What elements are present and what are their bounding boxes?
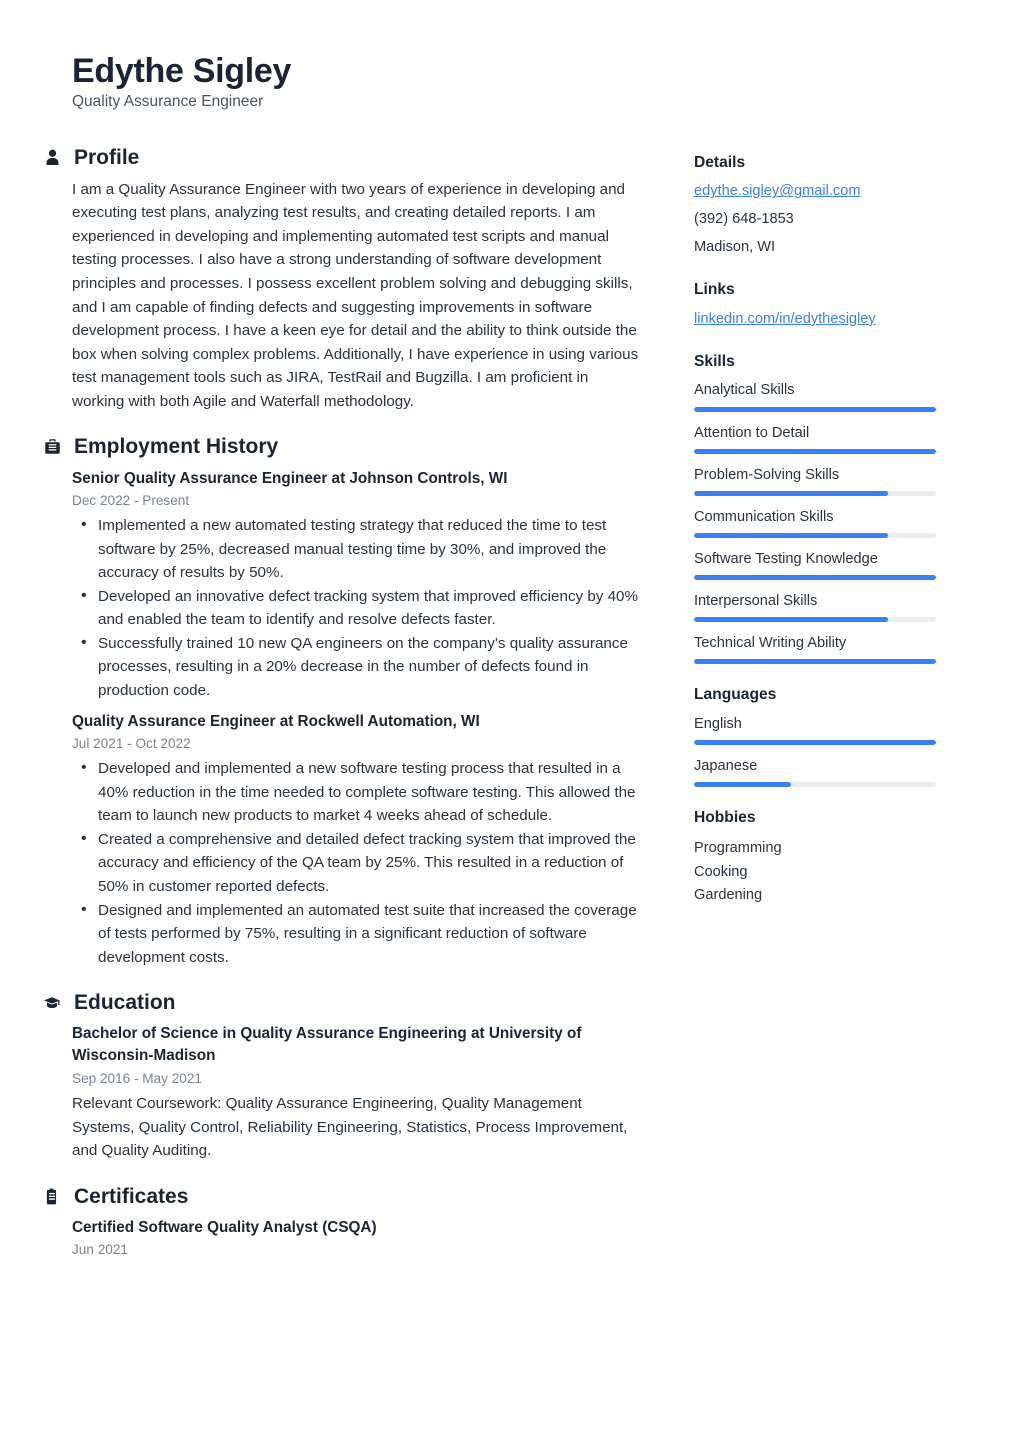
skill-row	[694, 633, 937, 664]
section-profile	[72, 146, 642, 414]
education-entry-date: Sep 2016 - May 2021	[72, 1070, 202, 1086]
list-item: • Developed and implemented a new software testing process that resulted in a 40% reduction in the time needed to complete software testing. This allowed the team to launch new products to market 4 weeks ahead of schedule.	[72, 757, 642, 828]
skill-label: Software Testing Knowledge	[694, 550, 878, 567]
skill-bar-track	[694, 659, 936, 664]
sidebar-block-languages	[694, 686, 937, 787]
education-entry-description: Relevant Coursework: Quality Assurance Engineering, Quality Management Systems, Quality Control, Reliability Engineering, Statistics, Process Improvement, and Quality Auditing.	[72, 1095, 628, 1160]
sidebar-title-links: Links	[694, 281, 735, 299]
language-label: Japanese	[694, 758, 758, 775]
education-entry-title: Bachelor of Science in Quality Assurance Engineering at University of Wisconsin-Madison	[72, 1025, 582, 1065]
profile-text: I am a Quality Assurance Engineer with two years of experience in developing and executing test plans, analyzing test results, and creating detailed reports. I am experienced in developing and implementing automated test scripts and manual testing processes. I also have a strong understanding of software development principles and processes. I possess excellent problem solving and debugging skills, and I am capable of finding defects and suggesting improvements in software development process. I have a keen eye for detail and the ability to think outside the box when solving complex problems. Additionally, I have experience in using various test management tools such as JIRA, TestRail and Bugzilla. I am proficient in working with both Agile and Waterfall methodology.	[72, 180, 639, 410]
sidebar-title-skills: Skills	[694, 352, 735, 370]
certificate-entry	[72, 1217, 642, 1261]
sidebar-block-skills	[694, 353, 937, 665]
skill-label: Communication Skills	[694, 508, 834, 525]
linkedin-link[interactable]: linkedin.com/in/edythesigley	[694, 310, 876, 327]
skill-label: Technical Writing Ability	[694, 635, 847, 652]
sidebar-block-details	[694, 154, 937, 259]
skill-bar-track	[694, 407, 936, 412]
employment-entry-date: Jul 2021 - Oct 2022	[72, 735, 191, 751]
employment-entry-bullets	[72, 757, 642, 969]
language-row	[694, 756, 937, 787]
hobby-item: Cooking	[694, 863, 748, 880]
language-bar-fill	[694, 740, 936, 745]
language-label: English	[694, 716, 742, 733]
skill-label: Attention to Detail	[694, 424, 810, 441]
certificate-entry-date: Jun 2021	[72, 1241, 128, 1257]
language-bar-fill	[694, 782, 791, 787]
certificate-entry-title: Certified Software Quality Analyst (CSQA)	[72, 1218, 377, 1236]
skill-bar-track	[694, 449, 936, 454]
skill-bar-fill	[694, 449, 936, 454]
resume-body	[72, 146, 952, 1283]
section-certificates	[72, 1185, 642, 1261]
full-name: Edythe Sigley	[72, 52, 292, 90]
graduation-cap-icon	[42, 993, 62, 1013]
sidebar-block-hobbies	[694, 809, 937, 908]
skill-label: Problem-Solving Skills	[694, 466, 840, 483]
section-title-education: Education	[74, 991, 176, 1015]
skill-bar-track	[694, 533, 936, 538]
language-row	[694, 714, 937, 745]
list-item: • Successfully trained 10 new QA engineers on the company’s quality assurance processes, resulting in a 20% decrease in the number of defects found in production code.	[72, 632, 642, 703]
phone-text: (392) 648-1853	[694, 211, 794, 228]
section-header-education	[42, 991, 642, 1014]
list-item: • Developed an innovative defect tracking system that improved efficiency by 40% and enabled the team to identify and resolve defects faster.	[72, 585, 642, 632]
skill-row	[694, 591, 937, 622]
language-bar-track	[694, 782, 936, 787]
skill-bar-track	[694, 617, 936, 622]
employment-entry-title: Senior Quality Assurance Engineer at Johnson Controls, WI	[72, 469, 508, 487]
skill-bar-fill	[694, 407, 936, 412]
list-item: • Implemented a new automated testing strategy that reduced the time to test software by 25%, decreased manual testing time by 30%, and improved the accuracy of results by 50%.	[72, 514, 642, 585]
list-item: • Designed and implemented an automated test suite that increased the coverage of tests performed by 75%, resulting in a significant reduction of software development costs.	[72, 899, 642, 970]
sidebar-column	[694, 146, 937, 930]
sidebar-block-links	[694, 281, 937, 331]
employment-entry	[72, 711, 642, 970]
sidebar-title-hobbies: Hobbies	[694, 809, 756, 827]
skill-bar-fill	[694, 491, 888, 496]
location-text: Madison, WI	[694, 239, 776, 256]
skill-row	[694, 465, 937, 496]
sidebar-title-details: Details	[694, 153, 746, 171]
section-header-employment	[42, 435, 642, 458]
skill-label: Interpersonal Skills	[694, 593, 818, 610]
section-header-certificates	[42, 1185, 642, 1208]
skill-row	[694, 423, 937, 454]
email-link[interactable]: edythe.sigley@gmail.com	[694, 183, 861, 200]
section-header-profile	[42, 146, 642, 169]
list-item: • Created a comprehensive and detailed defect tracking system that improved the accuracy and efficiency of the QA team by 25%. This resulted in a reduction of 50% in customer reported defects.	[72, 828, 642, 899]
hobby-item: Programming	[694, 840, 782, 857]
employment-entry	[72, 468, 642, 703]
briefcase-icon	[42, 437, 62, 457]
skill-row	[694, 507, 937, 538]
skill-row	[694, 380, 937, 411]
skill-bar-track	[694, 575, 936, 580]
employment-entry-date: Dec 2022 - Present	[72, 492, 190, 508]
skill-label: Analytical Skills	[694, 382, 795, 399]
sidebar-title-languages: Languages	[694, 686, 777, 704]
clipboard-icon	[42, 1186, 62, 1206]
skill-bar-fill	[694, 533, 888, 538]
employment-entry-bullets	[72, 514, 642, 703]
employment-entry-title: Quality Assurance Engineer at Rockwell Automation, WI	[72, 712, 480, 730]
section-title-employment: Employment History	[74, 435, 279, 459]
section-title-certificates: Certificates	[74, 1184, 189, 1208]
education-entry	[72, 1023, 642, 1162]
skill-bar-fill	[694, 575, 936, 580]
section-education	[72, 991, 642, 1163]
skill-row	[694, 549, 937, 580]
hobby-item: Gardening	[694, 887, 763, 904]
user-icon	[42, 147, 62, 167]
section-employment	[72, 435, 642, 969]
skill-bar-track	[694, 491, 936, 496]
section-title-profile: Profile	[74, 145, 140, 169]
main-column	[72, 146, 642, 1283]
language-bar-track	[694, 740, 936, 745]
skill-bar-fill	[694, 617, 888, 622]
skill-bar-fill	[694, 659, 936, 664]
resume-header	[72, 52, 952, 112]
job-title: Quality Assurance Engineer	[72, 93, 264, 111]
